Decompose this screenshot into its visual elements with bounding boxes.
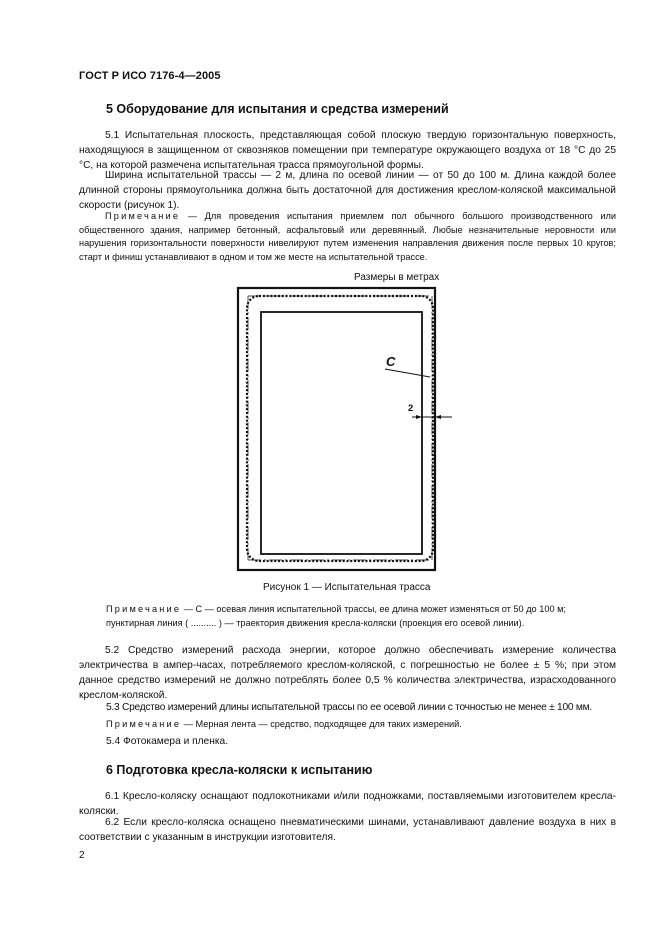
note-label: Примечание xyxy=(105,211,181,221)
paragraph-5-2: 5.2 Средство измерений расхода энергии, которое должно обеспечивать измерение количества электричества в ампер-часах, потребляемого креслом-коляской, с погрешностью не более ± 5 %; при этом данное средство измерений не должно потреблять более 0,5 % количества электричества, израсходованного креслом-коляской. xyxy=(79,645,616,701)
note-text: — C — осевая линия испытательной трассы, ее длина может изменяться от 50 до 100 м; пунктирная линия ( .......... ) — траектория движения кресла-коляски (проекция его осевой линии). xyxy=(106,604,566,628)
test-track-figure xyxy=(230,282,465,577)
paragraph-5-1-width: Ширина испытательной трассы — 2 м, длина по осевой линии — от 50 до 100 м. Длина каждой более длинной стороны прямоугольника должна быть достаточной для достижения креслом-коляской максимальной скорости (рисунок 1). xyxy=(79,170,616,211)
section-6-title: 6 Подготовка кресла-коляски к испытанию xyxy=(106,763,373,777)
dimension-label-2: 2 xyxy=(408,403,414,414)
note-text: — Для проведения испытания приемлем пол обычного большого производственного или общественного здания, например бетонный, асфальтовый или деревянный. Любые незначительные неровности или нарушения горизонтальности поверхности нивелируют путем изменения направления движения после первых 10 кругов; старт и финиш устанавливают в одном и том же месте на испытательной трассе. xyxy=(79,211,616,262)
track-inner-edge xyxy=(261,312,422,554)
page-number: 2 xyxy=(79,850,85,861)
note-text: — Мерная лента — средство, подходящее для таких измерений. xyxy=(181,719,462,729)
paragraph-6-2: 6.2 Если кресло-коляска оснащено пневматическими шинами, устанавливают давление воздуха в них в соответствии с указанным в инструкции изготовителя. xyxy=(79,817,616,843)
c-leader-line xyxy=(385,369,430,377)
note-1 xyxy=(79,210,616,264)
paragraph-6-1: 6.1 Кресло-коляску оснащают подлокотниками и/или подножками, поставляемыми изготовителем кресла-коляски. xyxy=(79,791,616,817)
note-2 xyxy=(106,603,616,630)
wheelchair-trajectory xyxy=(247,296,433,561)
centerline-label-c: C xyxy=(386,354,396,369)
track-outer-edge xyxy=(238,288,435,570)
note-label: Примечание xyxy=(106,719,182,729)
document-header: ГОСТ Р ИСО 7176-4—2005 xyxy=(79,70,221,82)
figure-units-label: Размеры в метрах xyxy=(354,272,440,283)
paragraph-5-1: 5.1 Испытательная плоскость, представляющая собой плоскую твердую горизонтальную поверхность, находящуюся в защищенном от сквозняков помещении при температуре окружающего воздуха от 18 °C до 25 °C, на которой размечена испытательная трасса прямоугольной формы. xyxy=(79,130,616,171)
note-label: Примечание xyxy=(106,604,182,614)
paragraph-5-3: 5.3 Средство измерений длины испытательной трассы по ее осевой линии с точностью не менее ± 100 мм. xyxy=(106,702,592,713)
section-5-title: 5 Оборудование для испытания и средства измерений xyxy=(106,102,449,116)
figure-caption: Рисунок 1 — Испытательная трасса xyxy=(263,582,431,593)
paragraph-5-4: 5.4 Фотокамера и пленка. xyxy=(106,736,229,747)
note-3 xyxy=(106,718,616,732)
